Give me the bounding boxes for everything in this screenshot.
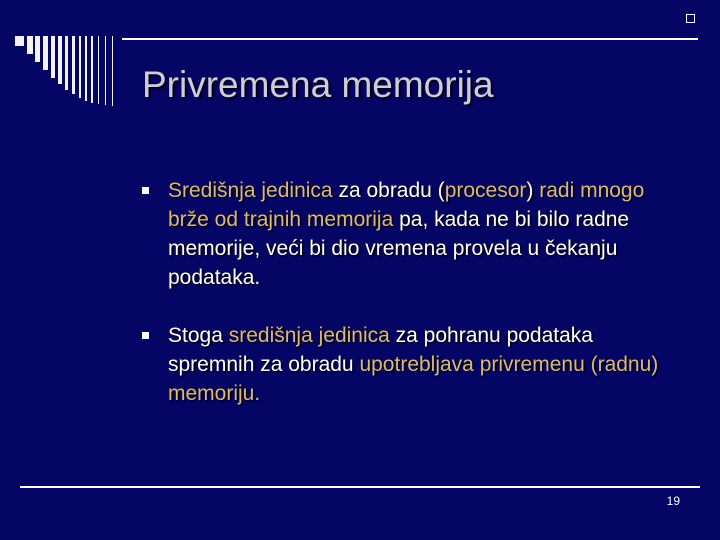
decorative-bar: [85, 36, 87, 101]
decorative-bar: [27, 36, 33, 54]
bullet-item: [142, 321, 682, 408]
decorative-bar: [112, 36, 113, 106]
text-segment: radi mnogo brže od trajnih memorija: [168, 179, 645, 231]
decorative-bar: [91, 36, 93, 103]
vertical-bars-decoration: [15, 36, 125, 106]
bullet-text: [168, 179, 644, 289]
decorative-bar: [79, 36, 81, 98]
text-segment: procesor: [444, 179, 527, 202]
decorative-bar: [65, 36, 68, 90]
text-segment: za obradu (: [332, 179, 445, 202]
square-bullet-icon: [142, 332, 149, 339]
slide-title: Privremena memorija: [142, 64, 494, 105]
corner-square-decoration: [686, 14, 695, 23]
page-number: 19: [666, 494, 680, 508]
decorative-bar: [51, 36, 55, 78]
bullet-list: [142, 176, 682, 437]
decorative-bar: [15, 36, 24, 46]
bullet-text: [168, 324, 658, 405]
text-segment: upotrebljava privremenu (radnu) memoriju.: [168, 353, 659, 405]
top-divider: [122, 38, 698, 40]
text-segment: Središnja jedinica: [168, 179, 333, 202]
text-segment: Stoga: [168, 324, 229, 347]
decorative-bar: [58, 36, 62, 84]
bottom-divider: [20, 486, 700, 488]
decorative-bar: [98, 36, 99, 104]
square-bullet-icon: [142, 187, 149, 194]
decorative-bar: [35, 36, 40, 62]
decorative-bar: [105, 36, 106, 105]
text-segment: za pohranu podataka spremnih za obradu: [168, 324, 593, 376]
text-segment: pa, kada ne bi bilo radne memorije, veći bi dio vremena provela u čekanju podataka.: [168, 208, 630, 289]
decorative-bar: [43, 36, 48, 70]
decorative-bar: [72, 36, 75, 94]
text-segment: središnja jedinica: [228, 324, 390, 347]
bullet-item: [142, 176, 682, 292]
text-segment: ): [526, 179, 540, 202]
